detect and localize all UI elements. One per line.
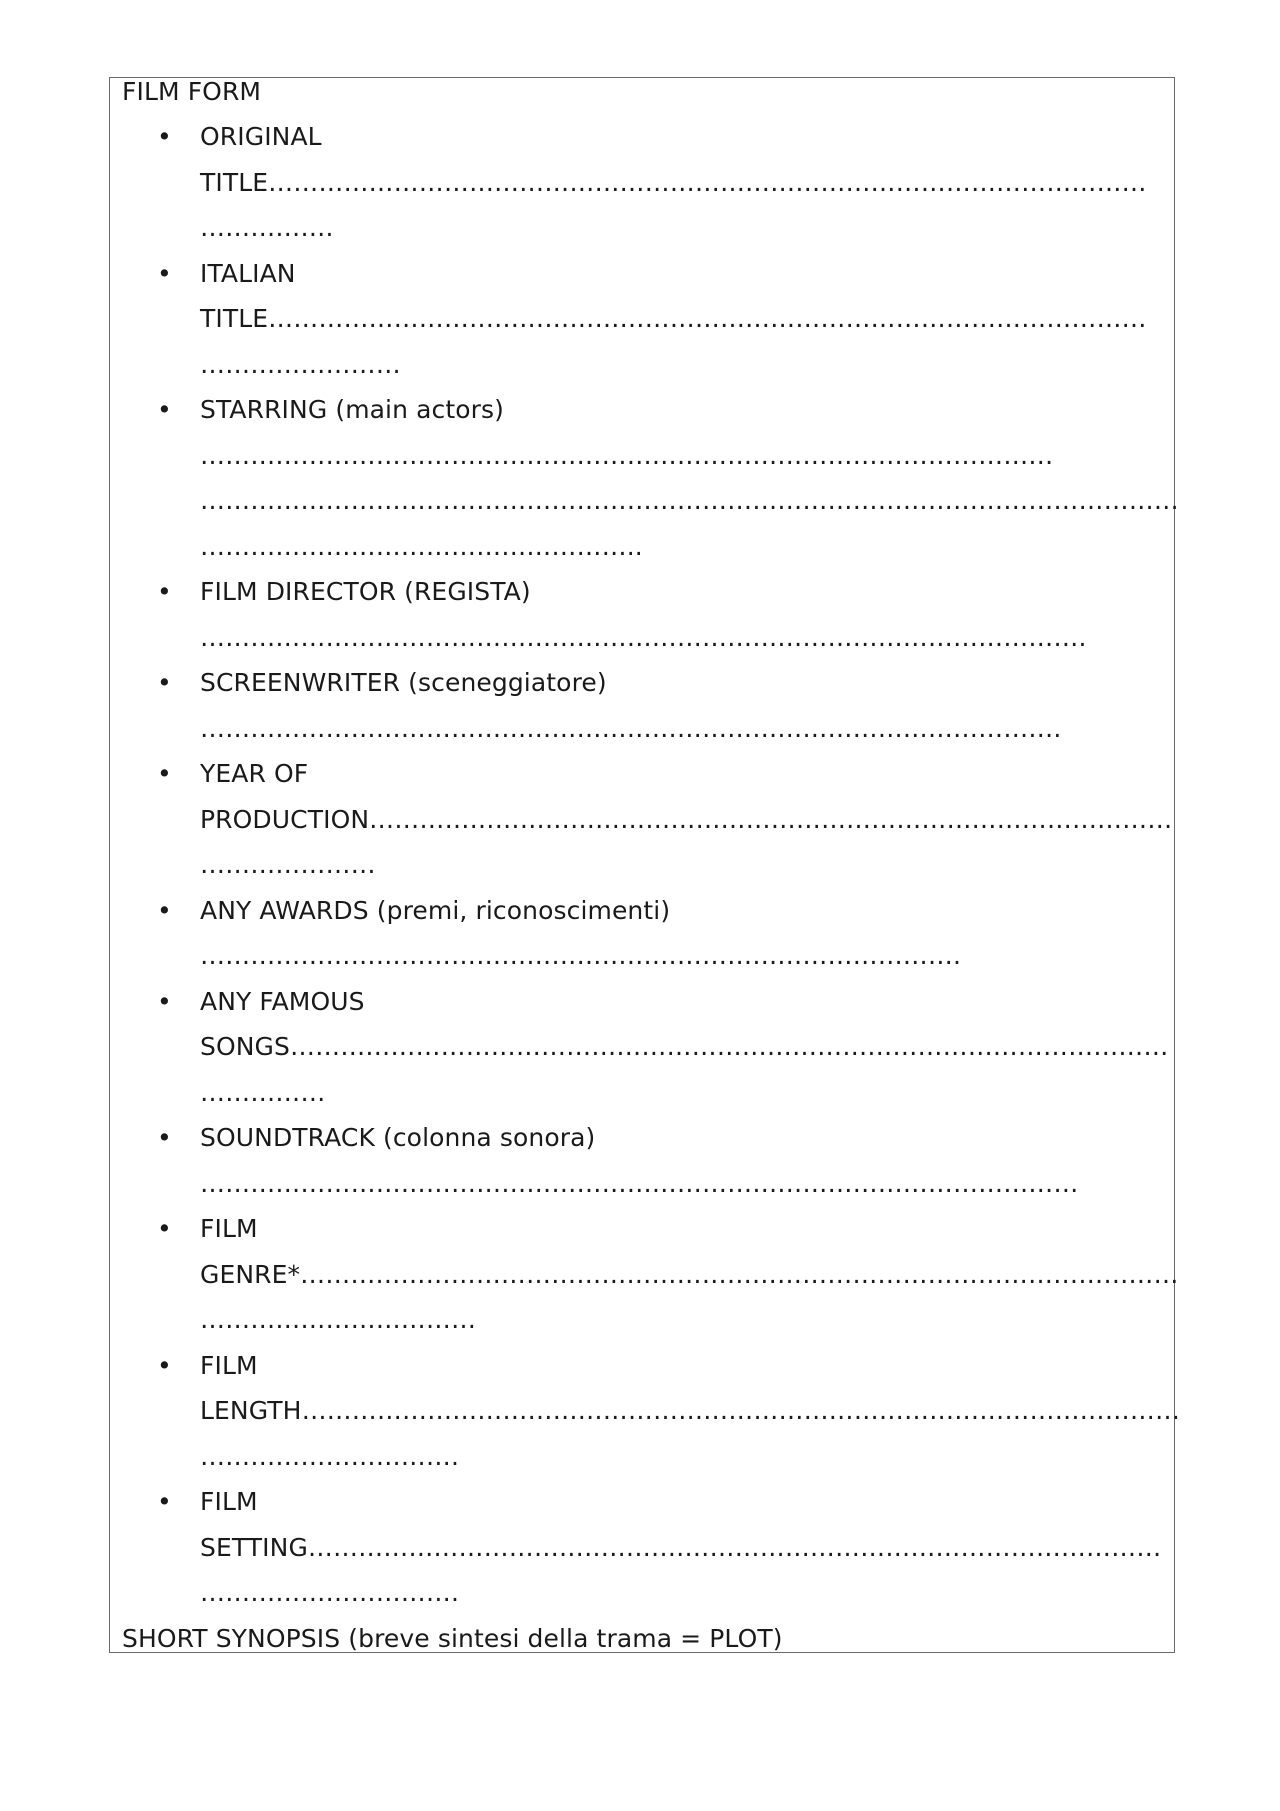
short-synopsis-heading: SHORT SYNOPSIS (breve sintesi della trama = PLOT) xyxy=(122,1624,783,1653)
item-year-of-production-line: PRODUCTION…………………………………………………………………………………… xyxy=(200,805,1173,834)
item-original-title-line: TITLE…………………………………………………………………………………………… xyxy=(200,168,1147,197)
bullet-icon: • xyxy=(157,259,172,288)
bullet-icon: • xyxy=(157,759,172,788)
item-starring-line: ……………………………………………………………………………………………………… xyxy=(200,486,1179,515)
item-any-awards-line: ………………………………………………………………………………. xyxy=(200,941,962,970)
item-screenwriter-label: SCREENWRITER (sceneggiatore) xyxy=(200,668,607,697)
bullet-icon: • xyxy=(157,987,172,1016)
item-film-genre-label: FILM xyxy=(200,1214,258,1243)
item-film-genre-line: …………………………… xyxy=(200,1305,477,1334)
bullet-icon: • xyxy=(157,668,172,697)
item-original-title-label: ORIGINAL xyxy=(200,122,322,151)
item-famous-songs-line: SONGS…………………………………………………………………………………………… xyxy=(200,1032,1169,1061)
item-original-title-line: ……………. xyxy=(200,213,334,242)
bullet-icon: • xyxy=(157,395,172,424)
item-any-awards-label: ANY AWARDS (premi, riconoscimenti) xyxy=(200,896,671,925)
item-starring-line: …………………………………………….. xyxy=(200,532,643,561)
item-film-director-label: FILM DIRECTOR (REGISTA) xyxy=(200,577,531,606)
item-famous-songs-label: ANY FAMOUS xyxy=(200,987,365,1016)
item-starring-label: STARRING (main actors) xyxy=(200,395,505,424)
item-screenwriter-line: …………………………………………………………………………………………. xyxy=(200,714,1062,743)
bullet-icon: • xyxy=(157,577,172,606)
item-film-length-line: …………………………. xyxy=(200,1442,460,1471)
item-italian-title-label: ITALIAN xyxy=(200,259,296,288)
bullet-icon: • xyxy=(157,122,172,151)
item-famous-songs-line: …………… xyxy=(200,1078,326,1107)
bullet-icon: • xyxy=(157,896,172,925)
bullet-icon: • xyxy=(157,1487,172,1516)
form-title: FILM FORM xyxy=(122,77,262,106)
item-italian-title-line: …………………… xyxy=(200,350,401,379)
bullet-icon: • xyxy=(157,1123,172,1152)
item-film-setting-line: SETTING………………………………………………………………………………………… xyxy=(200,1533,1162,1562)
item-film-genre-line: GENRE*…………………………………………………………………………………………… xyxy=(200,1260,1179,1289)
bullet-icon: • xyxy=(157,1214,172,1243)
item-film-director-line: ……………………………………………………………………………………………. xyxy=(200,623,1087,652)
item-film-setting-label: FILM xyxy=(200,1487,258,1516)
item-soundtrack-label: SOUNDTRACK (colonna sonora) xyxy=(200,1123,596,1152)
item-year-of-production-line: ………………… xyxy=(200,850,376,879)
bullet-icon: • xyxy=(157,1351,172,1380)
item-soundtrack-line: …………………………………………………………………………………………… xyxy=(200,1169,1079,1198)
item-starring-line: ………………………………………………………………………………………… xyxy=(200,441,1054,470)
item-film-length-line: LENGTH…………………………………………………………………………………………… xyxy=(200,1396,1181,1425)
item-film-length-label: FILM xyxy=(200,1351,258,1380)
item-year-of-production-label: YEAR OF xyxy=(200,759,309,788)
item-italian-title-line: TITLE…………………………………………………………………………………………… xyxy=(200,304,1147,333)
item-film-setting-line: …………………………. xyxy=(200,1578,460,1607)
